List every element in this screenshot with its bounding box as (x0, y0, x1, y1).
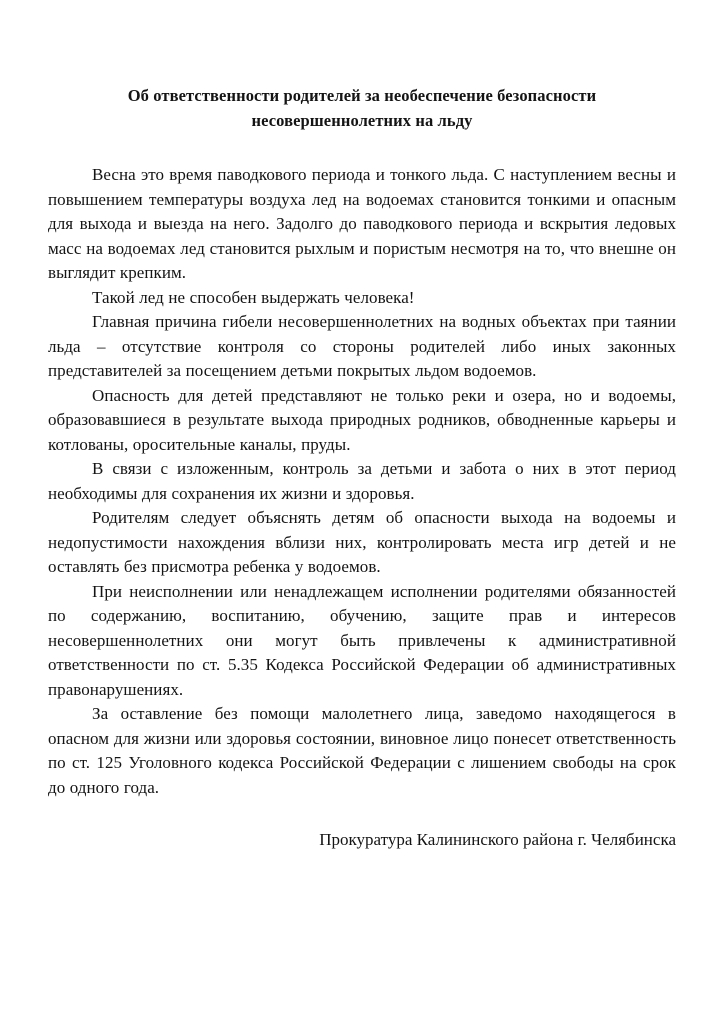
page-title-line-1: Об ответственности родителей за необеспечение безопасности (127, 86, 597, 105)
signature-authority: Прокуратура Калининского района г. Челябинска (319, 830, 676, 849)
signature-block (48, 828, 676, 853)
document-body (48, 163, 676, 800)
page-title (48, 84, 676, 133)
paragraph-administrative-liability: При неисполнении или ненадлежащем исполнении родителями обязанностей по содержанию, воспитанию, обучению, защите прав и интересов несовершеннолетних они могут быть привлечены к административной ответственности по ст. 5.35 Кодекса Российской Федерации об административных правонарушениях. (48, 581, 676, 699)
paragraph-parents-advice: Родителям следует объяснять детям об опасности выхода на водоемы и недопустимости нахождения вблизи них, контролировать места игр детей и не оставлять без присмотра ребенка у водоемов. (48, 508, 676, 576)
paragraph-criminal-liability: За оставление без помощи малолетнего лица, заведомо находящегося в опасном для жизни или здоровья состоянии, виновное лицо понесет ответственность по ст. 125 Уголовного кодекса Российской Федерации с лишением свободы на срок до одного года. (48, 704, 676, 797)
page-title-line-2: несовершеннолетних на льду (251, 110, 473, 130)
paragraph-ice-cannot-hold: Такой лед не способен выдержать человека! (92, 287, 415, 307)
paragraph-main-cause: Главная причина гибели несовершеннолетних на водных объектах при таянии льда – отсутствие контроля со стороны родителей либо иных законных представителей за посещением детьми покрытых льдом водоемов. (48, 312, 676, 380)
paragraph-control-needed: В связи с изложенным, контроль за детьми и забота о них в этот период необходимы для сохранения их жизни и здоровья. (48, 459, 676, 503)
document-content (48, 84, 676, 853)
paragraph-intro-spring-ice: Весна это время паводкового периода и тонкого льда. С наступлением весны и повышением температуры воздуха лед на водоемах становится тонкими и опасным для выхода и выезда на него. Задолго до паводкового периода и вскрытия ледовых масс на водоемах лед становится рыхлым и пористым несмотря на то, что внешне он выглядит крепким. (48, 165, 676, 282)
paragraph-dangerous-waters: Опасность для детей представляют не только реки и озера, но и водоемы, образовавшиеся в результате выхода природных родников, обводненные карьеры и котлованы, оросительные каналы, пруды. (48, 385, 676, 454)
